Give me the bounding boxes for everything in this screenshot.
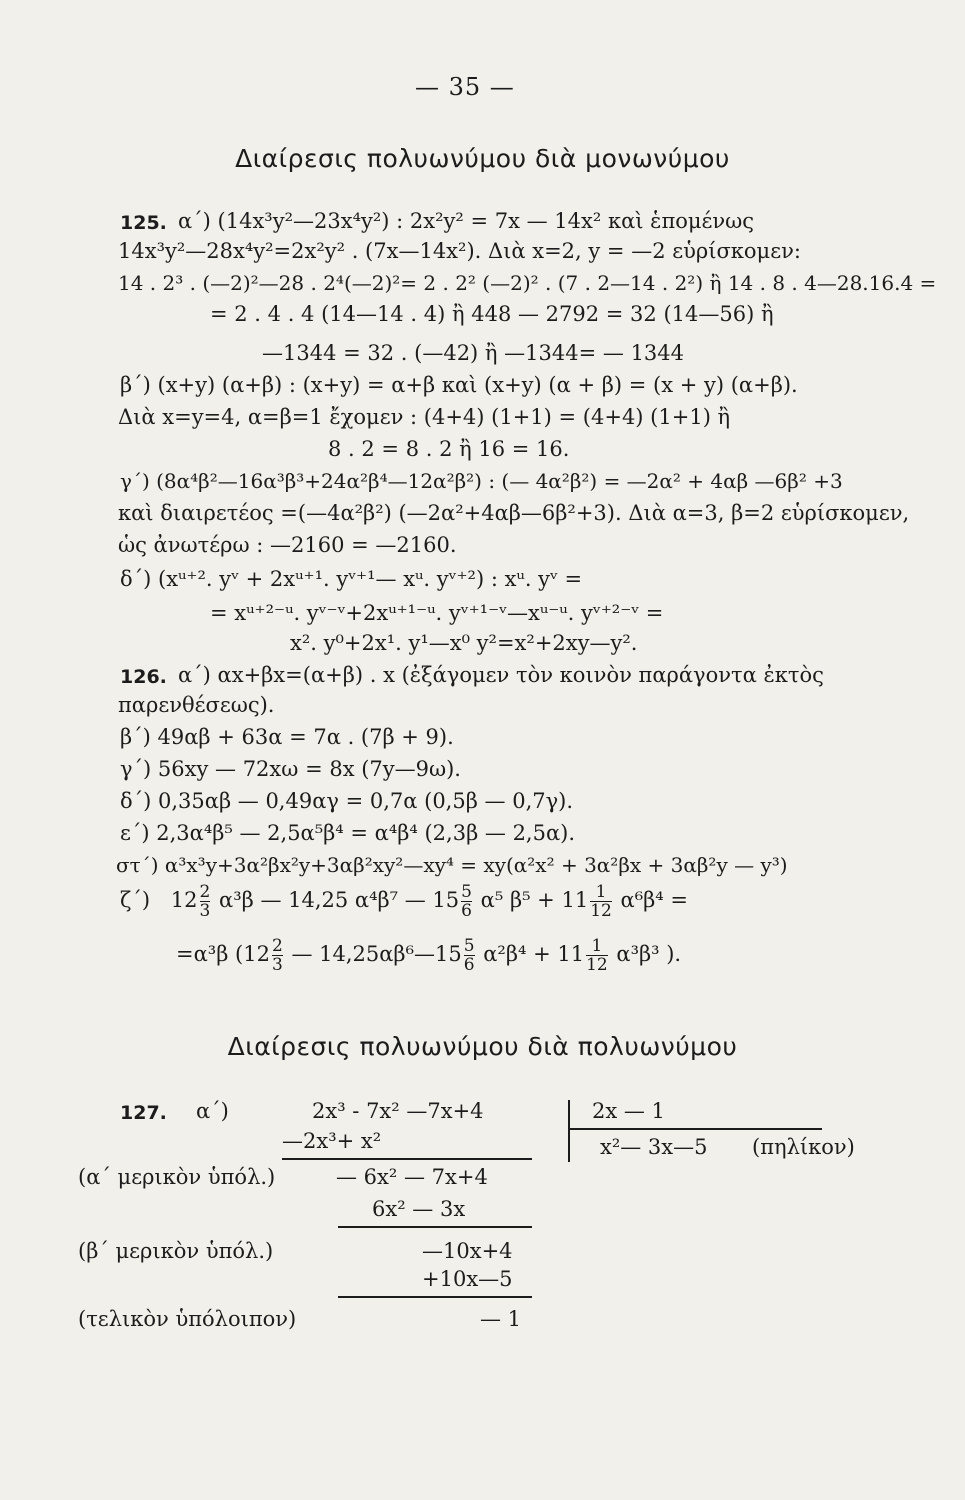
exercise-number-125: 125. (120, 212, 167, 234)
ex126-line: β΄) 49αβ + 63α = 7α . (7β + 9). (120, 725, 454, 749)
ex125-line: καὶ διαιρετέος =(—4α²β²) (—2α²+4αβ—6β²+3). Διὰ α=3, β=2 εὑρίσκομεν, (118, 501, 910, 525)
exercise-number-127: 127. (120, 1102, 167, 1124)
division-rule (282, 1158, 532, 1160)
ex125-line: 14 . 2³ . (—2)²—28 . 2⁴(—2)²= 2 . 2² (—2)² . (7 . 2—14 . 2²) ἢ 14 . 8 . 4—28.16.4 = (118, 271, 937, 295)
quotient: x²— 3x—5 (600, 1135, 708, 1159)
ex127-label: α΄) (196, 1099, 229, 1123)
partial-remainder-1-label: (α΄ μερικὸν ὑπόλ.) (78, 1165, 276, 1189)
ex125-line: ὡς ἀνωτέρω : —2160 = —2160. (118, 533, 457, 557)
section-heading-polynomial: Διαίρεσις πολυωνύμου διὰ πολυωνύμου (227, 1032, 738, 1061)
fraction (464, 937, 475, 974)
fraction-numerator: 5 (463, 936, 475, 956)
ex125-line: α΄) (14x³y²—23x⁴y²) : 2x²y² = 7x — 14x² καὶ ἑπομένως (178, 209, 755, 233)
partial-remainder-2-label: (β΄ μερικὸν ὑπόλ.) (78, 1239, 274, 1263)
dividend: 2x³ - 7x² —7x+4 (312, 1099, 484, 1123)
partial-remainder-2: —10x+4 (422, 1239, 513, 1263)
fraction (590, 883, 612, 920)
ex126-zeta-line (176, 930, 681, 978)
ex125-line: = xᵘ⁺²⁻ᵘ. yᵛ⁻ᵛ+2xᵘ⁺¹⁻ᵘ. yᵛ⁺¹⁻ᵛ—xᵘ⁻ᵘ. yᵛ⁺²⁻ᵛ = (210, 601, 664, 625)
term: α³β (219, 888, 254, 912)
ex125-line: Διὰ x=y=4, α=β=1 ἔχομεν : (4+4) (1+1) = (4+4) (1+1) ἢ (118, 405, 731, 429)
page-number: — 35 — (415, 73, 515, 101)
fraction-numerator: 2 (199, 882, 211, 902)
ex125-line: 14x³y²—28x⁴y²=2x²y² . (7x—14x²). Διὰ x=2, y = —2 εὑρίσκομεν: (118, 239, 801, 263)
fraction-denominator: 12 (590, 901, 612, 921)
division-rule (338, 1296, 532, 1298)
ex125-line: β΄) (x+y) (α+β) : (x+y) = α+β καὶ (x+y) (α + β) = (x + y) (α+β). (120, 373, 798, 397)
subtrahend-2: 6x² — 3x (372, 1197, 466, 1221)
divisor-underline (570, 1128, 822, 1130)
ex125-line: = 2 . 4 . 4 (14—14 . 4) ἢ 448 — 2792 = 32 (14—56) ἢ (210, 302, 774, 326)
division-rule (338, 1226, 532, 1228)
quotient-label: (πηλίκον) (752, 1135, 855, 1159)
fraction-numerator: 1 (595, 882, 607, 902)
term: — 14,25 α⁴β⁷ — 15 (260, 888, 460, 912)
term: α³β³ ). (616, 942, 682, 966)
fraction-denominator: 3 (271, 955, 283, 975)
ex126-line: α΄) αx+βx=(α+β) . x (ἐξάγομεν τὸν κοινὸν παράγοντα ἐκτὸς (178, 663, 824, 687)
zeta-label: ζ΄) (120, 888, 151, 912)
fraction-denominator: 6 (463, 955, 475, 975)
fraction-denominator: 6 (461, 901, 472, 921)
ex126-line: γ΄) 56xy — 72xω = 8x (7y—9ω). (120, 757, 461, 781)
mixed-number-whole: 12 (170, 888, 198, 912)
fraction-denominator: 3 (199, 901, 211, 921)
fraction (200, 883, 211, 920)
section-heading-monomial: Διαίρεσις πολυωνύμου διὰ μονωνύμου (235, 144, 730, 173)
ex126-line: ε΄) 2,3α⁴β⁵ — 2,5α⁵β⁴ = α⁴β⁴ (2,3β — 2,5α). (120, 821, 576, 845)
fraction-numerator: 1 (591, 936, 603, 956)
ex126-line: δ΄) 0,35αβ — 0,49αγ = 0,7α (0,5β — 0,7γ). (120, 789, 574, 813)
ex126-zeta-line (120, 876, 688, 924)
ex125-line: δ΄) (xᵘ⁺². yᵛ + 2xᵘ⁺¹. yᵛ⁺¹— xᵘ. yᵛ⁺²) : xᵘ. yᵛ = (120, 567, 583, 591)
term: =α³β (12 (176, 942, 270, 966)
ex125-line: —1344 = 32 . (—42) ἢ —1344= — 1344 (262, 341, 685, 365)
ex125-line: x². y⁰+2x¹. y¹—x⁰ y²=x²+2xy—y². (290, 631, 638, 655)
term: α²β⁴ + 11 (483, 942, 585, 966)
divisor: 2x — 1 (592, 1099, 665, 1123)
subtrahend-1: —2x³+ x² (282, 1129, 382, 1153)
division-vertical-rule (568, 1100, 570, 1162)
term: — 14,25αβ⁶—15 (291, 942, 462, 966)
final-remainder: — 1 (480, 1307, 522, 1331)
ex126-line: στ΄) α³x³y+3α²βx²y+3αβ²xy²—xy⁴ = xy(α²x² + 3α²βx + 3αβ²y — y³) (116, 853, 788, 877)
ex125-line: 8 . 2 = 8 . 2 ἢ 16 = 16. (328, 437, 570, 461)
ex126-line: παρενθέσεως). (118, 693, 275, 717)
partial-remainder-1: — 6x² — 7x+4 (336, 1165, 488, 1189)
final-remainder-label: (τελικὸν ὑπόλοιπον) (78, 1307, 297, 1331)
fraction (461, 883, 472, 920)
fraction (586, 937, 608, 974)
term: α⁵ β⁵ + 11 (480, 888, 589, 912)
fraction-denominator: 12 (586, 955, 608, 975)
term: α⁶β⁴ = (620, 888, 688, 912)
fraction (272, 937, 283, 974)
exercise-number-126: 126. (120, 666, 167, 688)
ex125-line: γ΄) (8α⁴β²—16α³β³+24α²β⁴—12α²β²) : (— 4α²β²) = —2α² + 4αβ —6β² +3 (120, 469, 843, 493)
subtrahend-3: +10x—5 (422, 1267, 513, 1291)
fraction-numerator: 5 (461, 882, 472, 902)
fraction-numerator: 2 (271, 936, 283, 956)
